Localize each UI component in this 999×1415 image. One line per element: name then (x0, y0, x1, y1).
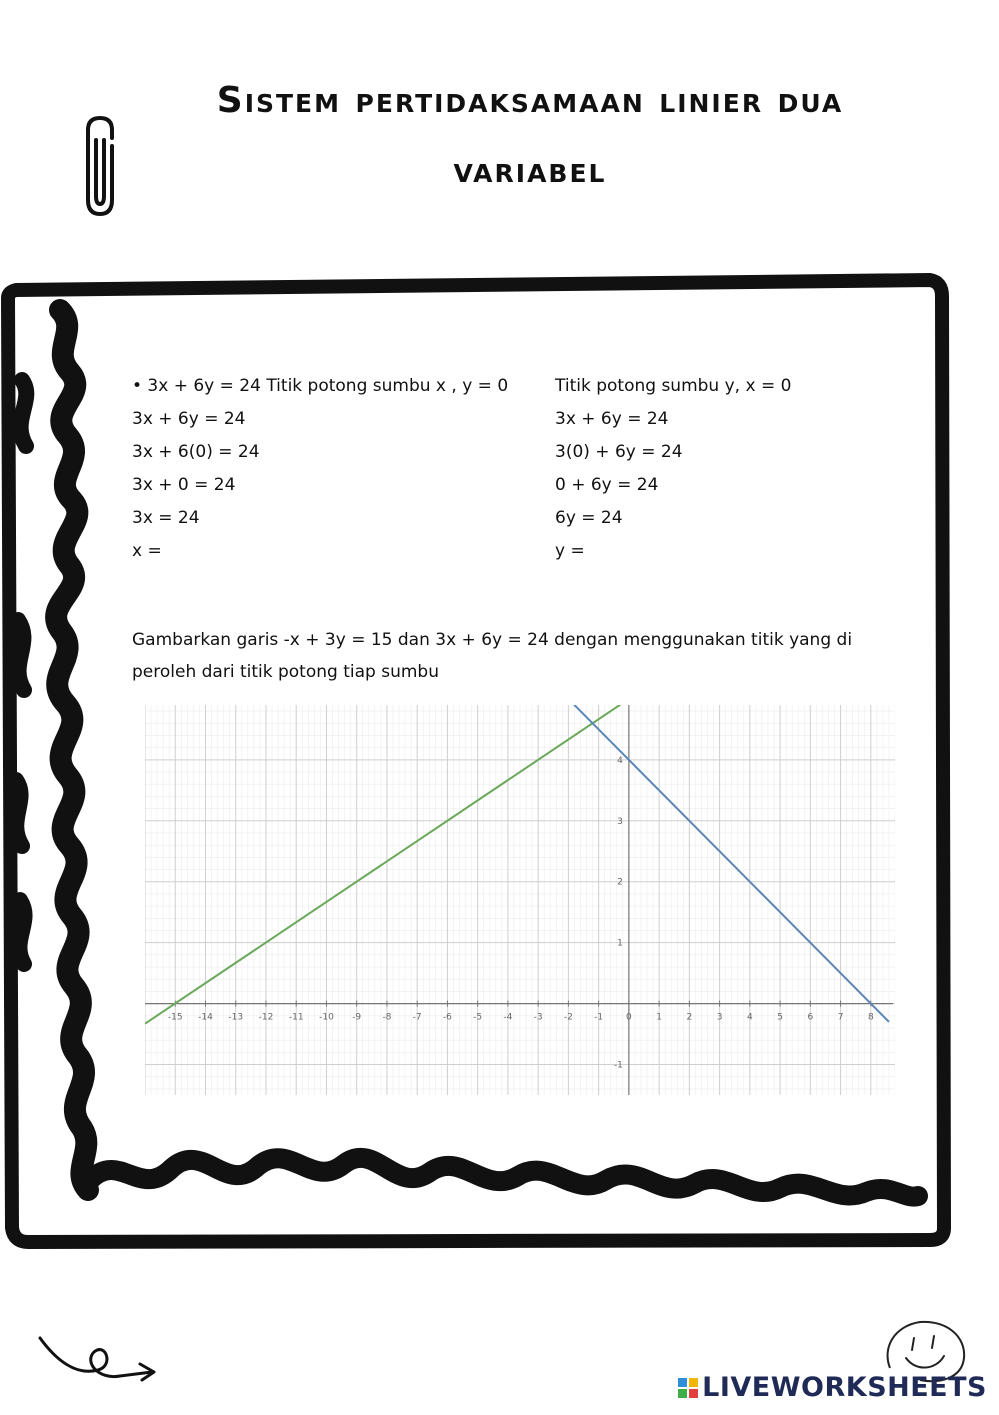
work-line: 3x + 6y = 24 (555, 409, 669, 429)
work-line: 3x + 0 = 24 (132, 475, 236, 495)
y-tick-label: 3 (617, 816, 623, 827)
y-tick-label: 2 (617, 877, 623, 888)
work-line: 6y = 24 (555, 508, 623, 528)
task-line-1: Gambarkan garis -x + 3y = 15 dan 3x + 6y = 24 dengan menggunakan titik yang di (132, 630, 853, 650)
work-line: 3(0) + 6y = 24 (555, 442, 683, 462)
x-tick-label: 7 (837, 1012, 844, 1023)
x-tick-label: -9 (352, 1012, 362, 1023)
x-tick-label: 3 (716, 1012, 723, 1023)
x-tick-label: -15 (167, 1012, 183, 1023)
work-line: • 3x + 6y = 24 Titik potong sumbu x , y = 0 (132, 376, 509, 396)
x-tick-label: -6 (442, 1012, 452, 1023)
x-tick-label: -12 (258, 1012, 274, 1023)
x-tick-label: -8 (382, 1012, 392, 1023)
x-tick-label: -10 (319, 1012, 334, 1023)
page-title: Sistem pertidaksamaan linier dua (216, 80, 844, 121)
x-tick-label: 8 (867, 1012, 874, 1023)
y-answer-line[interactable]: y = (555, 541, 585, 561)
work-line: 0 + 6y = 24 (555, 475, 659, 495)
y-intercept-work (555, 370, 791, 568)
x-tick-label: -1 (594, 1012, 604, 1023)
y-tick-label: 4 (617, 755, 623, 766)
x-tick-label: -3 (533, 1012, 543, 1023)
x-tick-label: -4 (503, 1012, 513, 1023)
x-tick-label: 1 (656, 1012, 662, 1023)
page-title-line-2: variabel (453, 150, 607, 191)
x-tick-label: 5 (777, 1012, 783, 1023)
x-tick-label: -14 (198, 1012, 213, 1023)
x-intercept-work (132, 370, 508, 568)
y-tick-label: -1 (613, 1060, 623, 1071)
x-tick-label: 6 (807, 1012, 814, 1023)
x-tick-label: -2 (563, 1012, 573, 1023)
x-tick-label: -5 (473, 1012, 483, 1023)
liveworksheets-logo (678, 1372, 987, 1403)
x-tick-label: -13 (228, 1012, 244, 1023)
work-line: 3x + 6(0) = 24 (132, 442, 260, 462)
x-tick-label: -11 (288, 1012, 304, 1023)
x-tick-label: -7 (412, 1012, 422, 1023)
x-answer-line[interactable]: x = (132, 541, 162, 561)
y-tick-label: 1 (617, 938, 623, 949)
x-tick-label: 2 (686, 1012, 693, 1023)
coordinate-graph (145, 705, 895, 1095)
work-line: Titik potong sumbu y, x = 0 (555, 376, 792, 396)
logo-text: LIVEWORKSHEETS (702, 1372, 987, 1403)
logo-blocks-icon (678, 1378, 698, 1398)
task-line-2: peroleh dari titik potong tiap sumbu (132, 662, 439, 682)
x-tick-label: 0 (626, 1012, 632, 1023)
work-line: 3x = 24 (132, 508, 200, 528)
x-tick-label: 4 (746, 1012, 753, 1023)
work-line: 3x + 6y = 24 (132, 409, 246, 429)
curly-arrow-icon (36, 1330, 161, 1390)
task-instruction (132, 624, 892, 688)
